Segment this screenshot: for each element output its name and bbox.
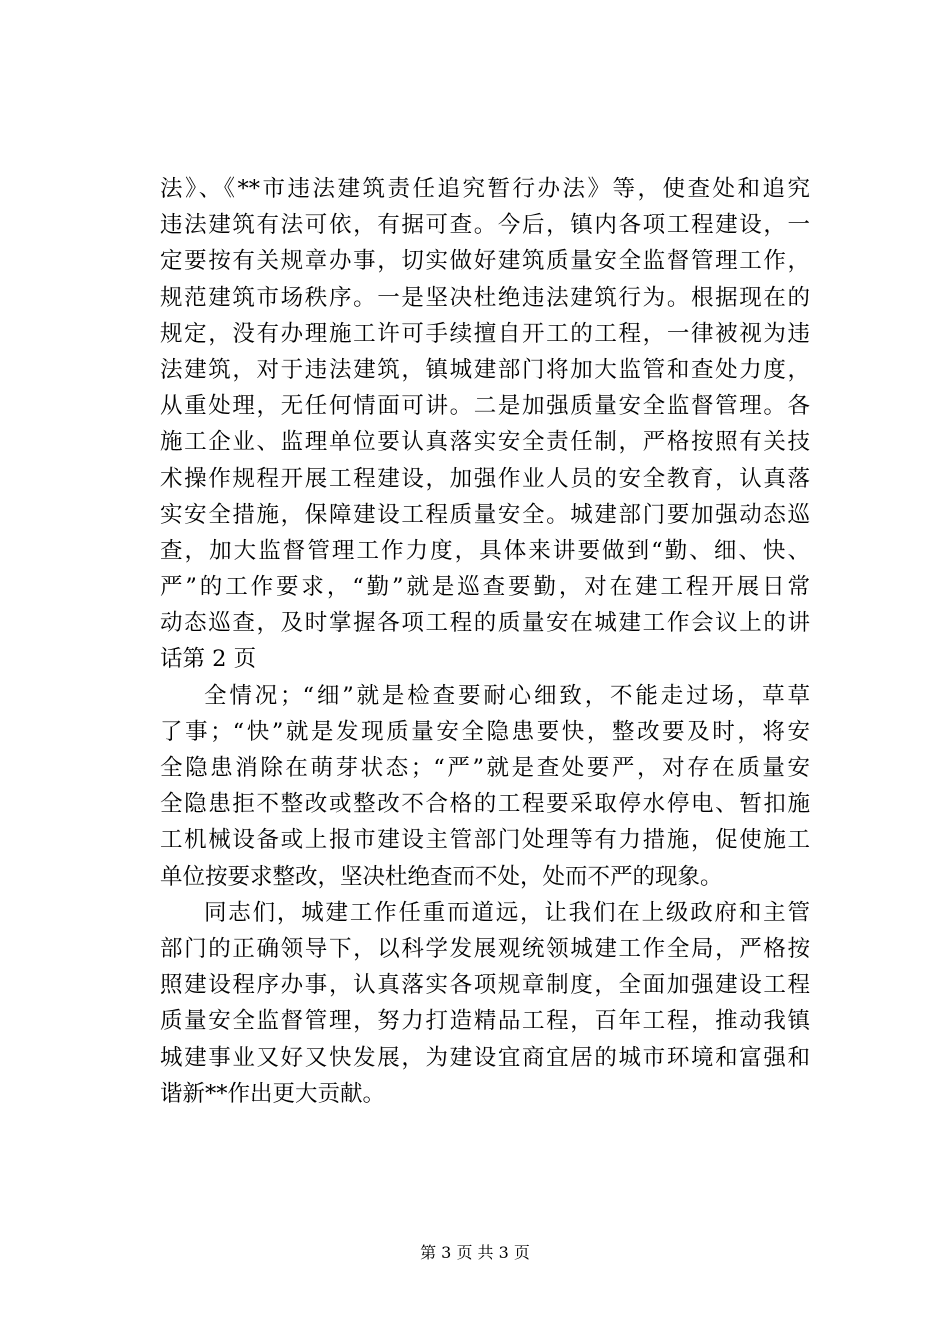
text-line: 全隐患拒不整改或整改不合格的工程要采取停水停电、暂扣施 — [160, 791, 810, 818]
text-line: 话第 2 页 — [160, 646, 257, 673]
text-line: 城建事业又好又快发展，为建设宜商宜居的城市环境和富强和 — [160, 1044, 810, 1071]
text-line: 谐新**作出更大贡献。 — [160, 1080, 386, 1107]
text-line: 了事；“快”就是发现质量安全隐患要快，整改要及时，将安 — [160, 718, 810, 745]
text-line: 动态巡查，及时掌握各项工程的质量安在城建工作会议上的讲 — [160, 610, 810, 637]
text-line: 工机械设备或上报市建设主管部门处理等有力措施，促使施工 — [160, 827, 810, 854]
text-line: 法》、《**市违法建筑责任追究暂行办法》等，使查处和追究 — [160, 176, 810, 202]
text-line: 规范建筑市场秩序。一是坚决杜绝违法建筑行为。根据现在的 — [160, 284, 810, 311]
text-line: 严”的工作要求，“勤”就是巡查要勤，对在建工程开展日常 — [160, 574, 810, 601]
text-line: 术操作规程开展工程建设，加强作业人员的安全教育，认真落 — [160, 465, 810, 492]
text-line: 部门的正确领导下，以科学发展观统领城建工作全局，严格按 — [160, 935, 810, 962]
text-line: 实安全措施，保障建设工程质量安全。城建部门要加强动态巡 — [160, 501, 810, 528]
text-line: 法建筑，对于违法建筑，镇城建部门将加大监管和查处力度， — [160, 356, 810, 383]
body-text — [160, 171, 810, 1112]
text-line: 查，加大监督管理工作力度，具体来讲要做到“勤、细、快、 — [160, 537, 810, 564]
text-line: 施工企业、监理单位要认真落实安全责任制，严格按照有关技 — [160, 429, 810, 456]
text-line: 质量安全监督管理，努力打造精品工程，百年工程，推动我镇 — [160, 1008, 810, 1035]
text-line: 同志们，城建工作任重而道远，让我们在上级政府和主管 — [204, 899, 810, 926]
text-line: 从重处理，无任何情面可讲。二是加强质量安全监督管理。各 — [160, 393, 810, 420]
text-line: 规定，没有办理施工许可手续擅自开工的工程，一律被视为违 — [160, 320, 810, 347]
text-line: 定要按有关规章办事，切实做好建筑质量安全监督管理工作， — [160, 248, 810, 275]
text-line: 全隐患消除在萌芽状态；“严”就是查处要严，对存在质量安 — [160, 755, 810, 781]
text-line: 全情况；“细”就是检查要耐心细致，不能走过场，草草 — [204, 682, 810, 709]
page-footer: 第 3 页 共 3 页 — [420, 1243, 530, 1262]
text-line: 违法建筑有法可依，有据可查。今后，镇内各项工程建设，一 — [160, 212, 810, 239]
text-line: 照建设程序办事，认真落实各项规章制度，全面加强建设工程 — [160, 972, 810, 999]
text-line: 单位按要求整改，坚决杜绝查而不处，处而不严的现象。 — [160, 863, 723, 890]
